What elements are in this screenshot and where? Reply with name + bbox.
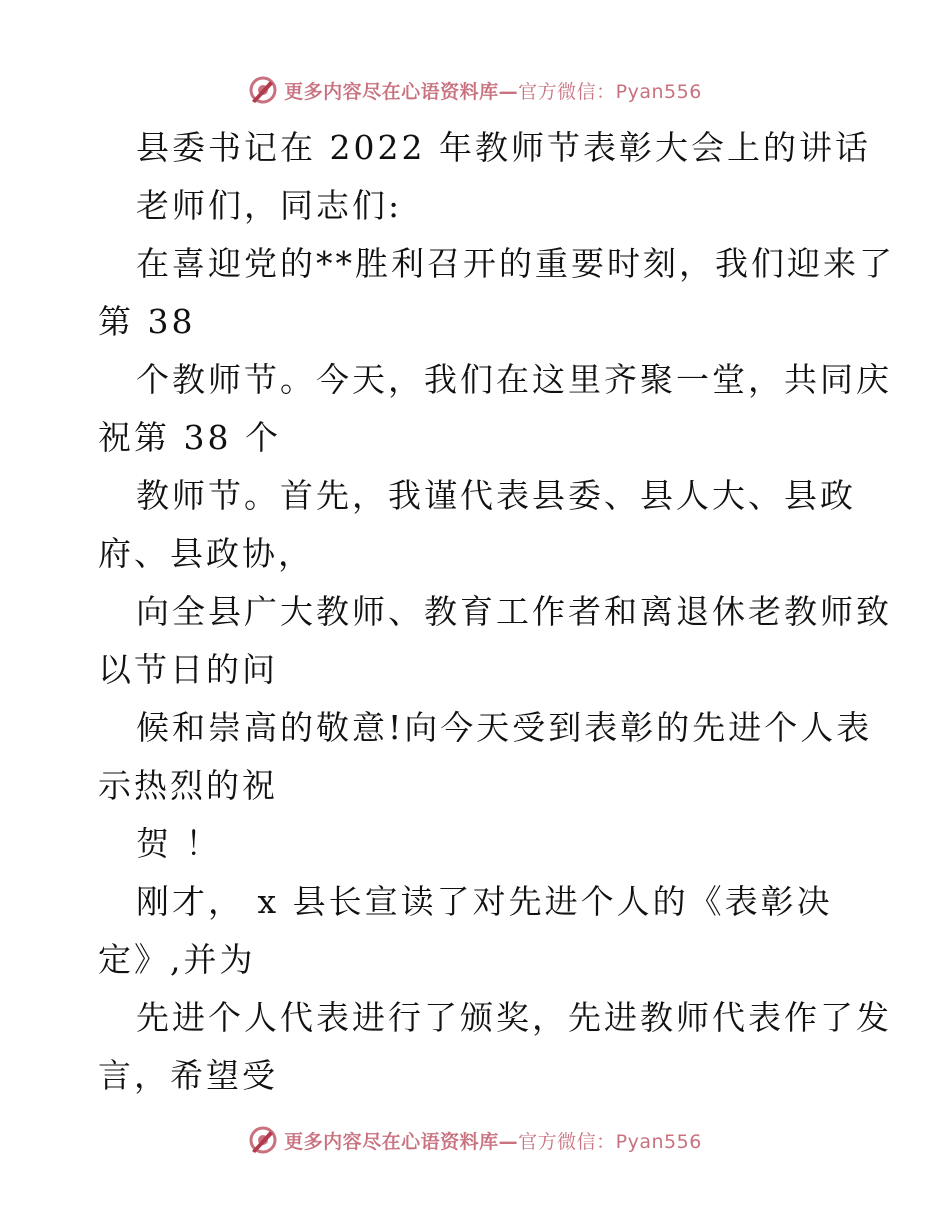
header-watermark-banner [0, 70, 950, 110]
document-title: 县委书记在 2022 年教师节表彰大会上的讲话 [136, 128, 871, 167]
paragraph-line: 候和崇高的敬意!向今天受到表彰的先进个人表 [136, 708, 873, 747]
paragraph-line: 先进个人代表进行了颁奖，先进教师代表作了发 [136, 998, 892, 1037]
header-watermark-text: 更多内容尽在心语资料库—官方微信：Pyan556 [284, 80, 702, 103]
salutation-line: 老师们，同志们: [136, 186, 403, 225]
header-wechat-id: 官方微信：Pyan556 [518, 80, 702, 103]
pen-logo-icon [248, 75, 278, 105]
paragraph-line: 教师节。首先，我谨代表县委、县人大、县政 [136, 476, 856, 515]
paragraph-line: 个教师节。今天，我们在这里齐聚一堂，共同庆 [136, 360, 892, 399]
paragraph-line: 刚才， x 县长宣读了对先进个人的《表彰决 [136, 882, 833, 921]
paragraph-line: 定》,并为 [98, 940, 256, 979]
footer-watermark-banner [0, 1120, 950, 1160]
paragraph-line: 贺 ！ [136, 824, 222, 863]
footer-watermark-text: 更多内容尽在心语资料库—官方微信：Pyan556 [284, 1130, 702, 1153]
pen-logo-icon [248, 1125, 278, 1155]
paragraph-line: 言，希望受 [98, 1056, 278, 1095]
footer-wechat-id: 官方微信：Pyan556 [518, 1130, 702, 1153]
paragraph-line: 以节日的问 [98, 650, 278, 689]
paragraph-line: 祝第 38 个 [98, 418, 281, 457]
paragraph-line: 示热烈的祝 [98, 766, 278, 805]
paragraph-line: 第 38 [98, 302, 196, 341]
paragraph-line: 在喜迎党的**胜利召开的重要时刻，我们迎来了 [136, 244, 895, 283]
paragraph-line: 向全县广大教师、教育工作者和离退休老教师致 [136, 592, 892, 631]
paragraph-line: 府、县政协， [98, 534, 314, 573]
